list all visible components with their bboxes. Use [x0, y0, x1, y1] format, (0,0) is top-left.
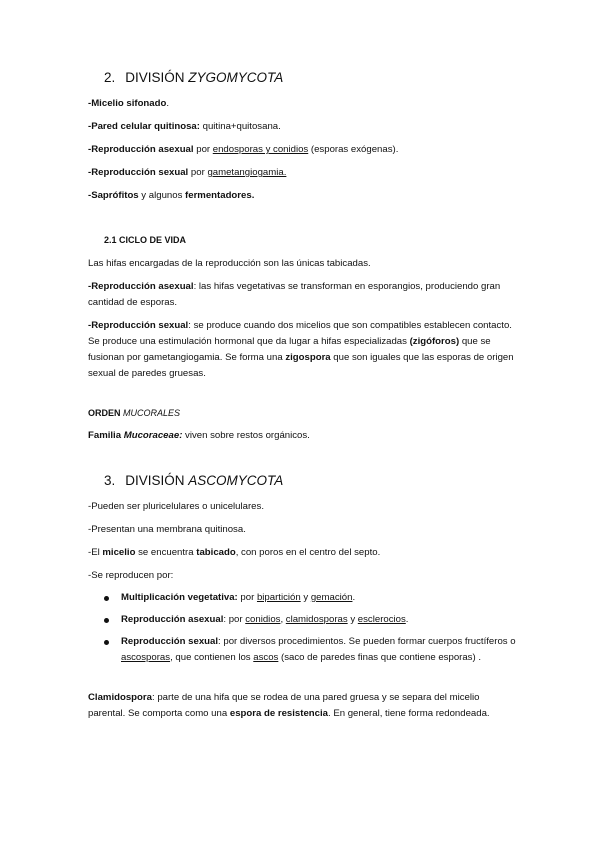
repro-asexual-term: endosporas y conidios	[212, 144, 309, 155]
clamidospora-paragraph	[88, 690, 518, 722]
heading-prefix: DIVISIÓN	[125, 70, 185, 85]
clamidospora-text-b: . En general, tiene forma redondeada.	[327, 708, 490, 719]
gemacion-term: gemación	[310, 592, 353, 603]
ascos-term: ascos	[253, 652, 279, 663]
asco-l3-a: -El	[88, 547, 103, 558]
orden-name: MUCORALES	[123, 408, 181, 418]
familia-name: Mucoraceae:	[123, 430, 183, 441]
repro-sexual-term: gametangiogamia.	[207, 167, 287, 178]
familia-label: Familia	[88, 430, 122, 441]
asco-l3-b: se encuentra	[135, 547, 197, 558]
repro-sexual-label: -Reproducción sexual	[88, 167, 189, 178]
pared-label: -Pared celular quitinosa:	[88, 121, 200, 132]
bullet-icon	[104, 596, 109, 601]
repro-asexual-por: por	[193, 144, 213, 155]
vegetativa-end: .	[352, 592, 356, 603]
reproduction-list	[104, 590, 520, 672]
zigoforos-term: (zigóforos)	[409, 336, 460, 347]
espora-resistencia-term: espora de resistencia	[229, 708, 328, 719]
zigospora-term: zigospora	[285, 352, 331, 363]
ciclo-paragraph-3	[88, 318, 518, 382]
sexual-label: Reproducción sexual	[121, 636, 219, 647]
clamidospora-text-a: : parte de una hifa que se rodea de una pared gruesa y se separa del micelio parental. Se comporta como una	[88, 692, 480, 719]
line-pared	[88, 119, 518, 135]
ciclo-sexual-text-c: que son iguales que las esporas de origen sexual de paredes gruesas.	[88, 352, 514, 379]
asexual-por: : por	[223, 614, 246, 625]
asco-line-3	[88, 545, 518, 561]
familia-line	[88, 428, 518, 444]
list-item-asexual	[104, 612, 520, 628]
esclerocios-term: esclerocios	[357, 614, 406, 625]
asexual-end: .	[405, 614, 409, 625]
saprofitos-label: -Saprófitos	[88, 190, 139, 201]
saprofitos-mid: y algunos	[138, 190, 186, 201]
asexual-y: y	[347, 614, 358, 625]
micelio-end: .	[166, 98, 170, 109]
ciclo-sexual-text-a: : se produce cuando dos micelios que son compatibles establecen contacto. Se produce una estimulación hormonal que da lugar a hifas especializadas	[88, 320, 512, 347]
biparticion-term: bipartición	[256, 592, 301, 603]
heading-taxon: ZYGOMYCOTA	[188, 70, 284, 85]
vegetativa-y: y	[300, 592, 311, 603]
asco-line-2: -Presentan una membrana quitinosa.	[88, 524, 246, 535]
tabicado-term: tabicado	[196, 547, 236, 558]
line-repro-sexual	[88, 165, 518, 181]
ciclo-asexual-text: : las hifas vegetativas se transforman en esporangios, produciendo gran cantidad de esporas.	[88, 281, 501, 308]
clamidosporas-term: clamidosporas	[285, 614, 348, 625]
orden-label: ORDEN	[88, 408, 121, 418]
heading-prefix: DIVISIÓN	[125, 473, 185, 488]
asexual-label: Reproducción asexual	[121, 614, 224, 625]
pared-text: quitina+quitosana.	[199, 121, 281, 132]
heading-number: 3.	[104, 473, 116, 488]
asco-line-1: -Pueden ser pluricelulares o unicelulares.	[88, 501, 264, 512]
vegetativa-label: Multiplicación vegetativa:	[121, 592, 238, 603]
ciclo-paragraph-2	[88, 279, 518, 311]
line-micelio	[88, 96, 518, 112]
asexual-comma: ,	[280, 614, 286, 625]
bullet-icon	[104, 640, 109, 645]
ciclo-paragraph-1: Las hifas encargadas de la reproducción son las únicas tabicadas.	[88, 258, 371, 269]
sexual-text-c: (saco de paredes finas que contiene esporas) .	[278, 652, 482, 663]
bullet-icon	[104, 618, 109, 623]
heading-taxon: ASCOMYCOTA	[188, 473, 284, 488]
line-repro-asexual	[88, 142, 518, 158]
asco-line-4: -Se reproducen por:	[88, 570, 174, 581]
ciclo-asexual-label: -Reproducción asexual	[88, 281, 194, 292]
line-saprofitos	[88, 188, 518, 204]
ciclo-sexual-label: -Reproducción sexual	[88, 320, 189, 331]
section-heading-ascomycota	[104, 473, 283, 488]
ciclo-sexual-text-b: que se fusionan por gametangiogamia. Se forma una	[88, 336, 491, 363]
repro-asexual-label: -Reproducción asexual	[88, 144, 194, 155]
list-item-sexual	[104, 634, 520, 666]
conidios-term: conidios	[245, 614, 281, 625]
familia-text: viven sobre restos orgánicos.	[182, 430, 310, 441]
repro-sexual-por: por	[188, 167, 208, 178]
asco-l3-c: , con poros en el centro del septo.	[235, 547, 381, 558]
section-heading-zygomycota	[104, 70, 283, 85]
ascosporas-term: ascosporas	[121, 652, 171, 663]
orden-heading	[88, 405, 518, 421]
sexual-text-a: : por diversos procedimientos. Se pueden formar cuerpos fructíferos o	[218, 636, 516, 647]
heading-number: 2.	[104, 70, 116, 85]
subsection-heading-ciclo: 2.1 CICLO DE VIDA	[104, 235, 187, 245]
fermentadores-term: fermentadores.	[185, 190, 255, 201]
repro-asexual-tail: (esporas exógenas).	[308, 144, 399, 155]
micelio-label: -Micelio sifonado	[88, 98, 167, 109]
vegetativa-por: por	[237, 592, 257, 603]
micelio-term: micelio	[102, 547, 136, 558]
sexual-text-b: , que contienen los	[170, 652, 254, 663]
clamidospora-label: Clamidospora	[88, 692, 152, 703]
list-item-vegetativa	[104, 590, 520, 606]
